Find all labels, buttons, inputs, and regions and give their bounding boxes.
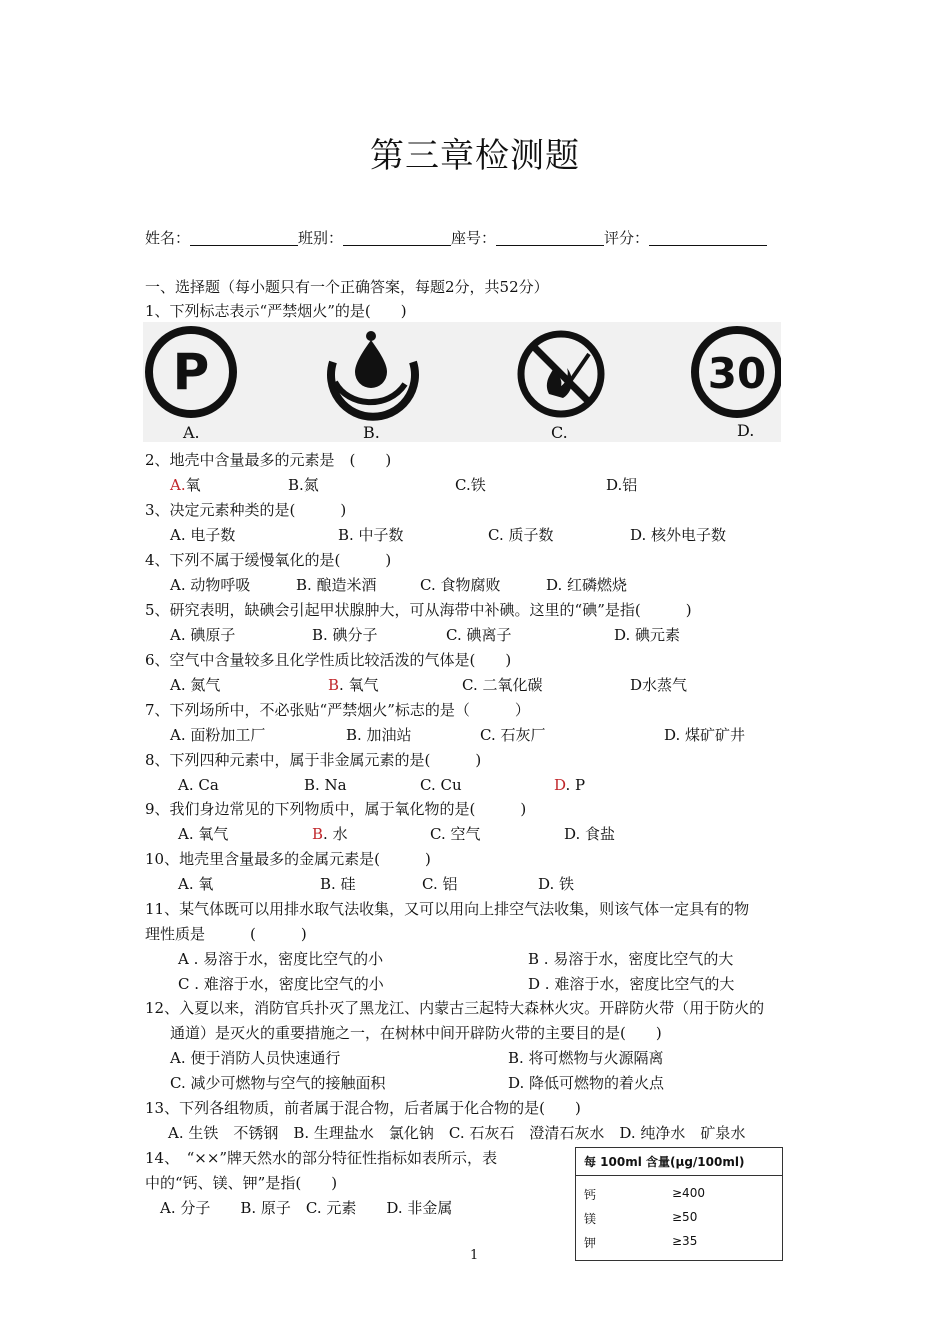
table-row: 钾 — [584, 1236, 597, 1250]
q10-option-d[interactable]: D. 铁 — [538, 875, 575, 893]
q3-option-a[interactable]: A. 电子数 — [170, 526, 236, 544]
water-indicator-table — [575, 1147, 783, 1261]
seat-blank[interactable] — [496, 231, 604, 246]
q7-option-d[interactable]: D. 煤矿矿井 — [664, 726, 746, 744]
score-blank[interactable] — [649, 231, 767, 246]
question-4: 4、下列不属于缓慢氧化的是( ) — [145, 551, 392, 569]
q12-option-c[interactable]: C. 减少可燃物与空气的接触面积 — [170, 1074, 386, 1092]
question-2: 2、地壳中含量最多的元素是 ( ) — [145, 451, 392, 469]
table-cell-value: ≥400 — [672, 1186, 705, 1200]
q4-option-d[interactable]: D. 红磷燃烧 — [546, 576, 628, 594]
q7-option-b[interactable]: B. 加油站 — [346, 726, 412, 744]
q4-option-b[interactable]: B. 酿造米酒 — [296, 576, 377, 594]
q9-option-d[interactable]: D. 食盐 — [564, 825, 616, 843]
question-12-line-1: 12、入夏以来，消防官兵扑灭了黑龙江、内蒙古三起特大森林火灾。开辟防火带（用于防火的 — [145, 999, 765, 1017]
question-11-line-1: 11、某气体既可以用排水取气法收集，又可以用向上排空气法收集，则该气体一定具有的物 — [145, 900, 750, 918]
sign-label-a: A. — [183, 423, 200, 442]
q6-option-b[interactable]: B. 氧气 — [328, 676, 379, 694]
q2-option-d[interactable]: D.铝 — [606, 476, 638, 494]
q10-option-a[interactable]: A. 氧 — [178, 875, 214, 893]
table-row: 镁 — [584, 1212, 597, 1226]
q2-option-b[interactable]: B.氮 — [288, 476, 319, 494]
q7-option-a[interactable]: A. 面粉加工厂 — [170, 726, 266, 744]
q8-option-a[interactable]: A. Ca — [178, 776, 219, 794]
q9-option-c[interactable]: C. 空气 — [430, 825, 481, 843]
q6-option-d[interactable]: D水蒸气 — [630, 676, 688, 694]
q4-option-a[interactable]: A. 动物呼吸 — [170, 576, 251, 594]
q12-option-a[interactable]: A. 便于消防人员快速通行 — [170, 1049, 341, 1067]
q5-option-b[interactable]: B. 碘分子 — [312, 626, 378, 644]
q14-options[interactable]: A. 分子 B. 原子 C. 元素 D. 非金属 — [160, 1199, 453, 1217]
q10-option-c[interactable]: C. 铝 — [422, 875, 458, 893]
speed-limit-sign-icon — [695, 330, 779, 414]
page-number: 1 — [470, 1248, 479, 1263]
q8-option-b[interactable]: B. Na — [304, 776, 347, 794]
q4-option-c[interactable]: C. 食物腐败 — [420, 576, 501, 594]
table-cell-value: ≥35 — [672, 1234, 698, 1248]
q2-option-a[interactable]: A.氧 — [170, 476, 201, 494]
q10-option-b[interactable]: B. 硅 — [320, 875, 356, 893]
table-cell-value: ≥50 — [672, 1210, 698, 1224]
q11-option-d[interactable]: D . 难溶于水，密度比空气的大 — [528, 975, 735, 993]
q5-option-c[interactable]: C. 碘离子 — [446, 626, 512, 644]
q12-option-b[interactable]: B. 将可燃物与火源隔离 — [508, 1049, 664, 1067]
q9-option-a[interactable]: A. 氧气 — [178, 825, 229, 843]
q3-option-c[interactable]: C. 质子数 — [488, 526, 554, 544]
question-14-line-2: 中的“钙、镁、钾”是指( ) — [145, 1174, 338, 1192]
q6-option-a[interactable]: A. 氮气 — [170, 676, 221, 694]
question-7: 7、下列场所中，不必张贴“严禁烟火”标志的是（ ） — [145, 701, 530, 719]
class-label: 班别： — [298, 229, 344, 247]
q13-options[interactable]: A. 生铁 不锈钢 B. 生理盐水 氯化钠 C. 石灰石 澄清石灰水 D. 纯净水 矿泉水 — [168, 1124, 746, 1142]
q3-option-d[interactable]: D. 核外电子数 — [630, 526, 727, 544]
class-blank[interactable] — [343, 231, 451, 246]
no-fire-sign-icon — [521, 334, 601, 414]
student-info-row — [145, 228, 767, 248]
page-title: 第三章检测题 — [370, 136, 580, 176]
question-14-line-1: 14、 “××”牌天然水的部分特征性指标如表所示，表 — [145, 1149, 498, 1167]
q5-option-d[interactable]: D. 碘元素 — [614, 626, 681, 644]
question-12-line-2: 通道）是灭火的重要措施之一，在树林中间开辟防火带的主要目的是( ) — [170, 1024, 662, 1042]
name-blank[interactable] — [190, 231, 298, 246]
q8-option-c[interactable]: C. Cu — [420, 776, 462, 794]
q2-option-c[interactable]: C.铁 — [455, 476, 486, 494]
parking-sign-icon — [149, 330, 233, 414]
question-8: 8、下列四种元素中，属于非金属元素的是( ) — [145, 751, 482, 769]
q11-option-c[interactable]: C . 难溶于水，密度比空气的小 — [178, 975, 384, 993]
question-3: 3、决定元素种类的是( ) — [145, 501, 347, 519]
q6-option-c[interactable]: C. 二氧化碳 — [462, 676, 543, 694]
table-header: 每 100ml 含量(μg/100ml) — [576, 1148, 782, 1176]
q11-option-b[interactable]: B . 易溶于水，密度比空气的大 — [528, 950, 734, 968]
q11-option-a[interactable]: A . 易溶于水，密度比空气的小 — [178, 950, 384, 968]
svg-text:P: P — [172, 343, 210, 401]
q8-option-d[interactable]: D. P — [554, 776, 586, 794]
score-label: 评分： — [604, 229, 650, 247]
table-row: 钙 — [584, 1188, 597, 1202]
sign-label-c: C. — [551, 423, 568, 442]
question-10: 10、地壳里含量最多的金属元素是( ) — [145, 850, 431, 868]
q5-option-a[interactable]: A. 碘原子 — [170, 626, 236, 644]
q3-option-b[interactable]: B. 中子数 — [338, 526, 404, 544]
question-11-line-2: 理性质是 ( ) — [145, 925, 307, 943]
sign-label-b: B. — [363, 423, 380, 442]
name-label: 姓名： — [145, 229, 191, 247]
seat-label: 座号： — [451, 229, 497, 247]
question-5: 5、研究表明，缺碘会引起甲状腺肿大，可从海带中补碘。这里的“碘”是指( ) — [145, 601, 692, 619]
q9-option-b[interactable]: B. 水 — [312, 825, 348, 843]
question-6: 6、空气中含量较多且化学性质比较活泼的气体是( ) — [145, 651, 512, 669]
question-1: 1、下列标志表示“严禁烟火”的是( ) — [145, 302, 407, 320]
q12-option-d[interactable]: D. 降低可燃物的着火点 — [508, 1074, 665, 1092]
section-heading: 一、选择题（每小题只有一个正确答案，每题2分，共52分） — [145, 278, 549, 296]
q7-option-c[interactable]: C. 石灰厂 — [480, 726, 546, 744]
speed-limit-text: 30 — [707, 349, 767, 398]
water-saving-sign-icon — [331, 331, 415, 417]
question-9: 9、我们身边常见的下列物质中，属于氧化物的是( ) — [145, 800, 527, 818]
question-13: 13、下列各组物质，前者属于混合物，后者属于化合物的是( ) — [145, 1099, 581, 1117]
sign-label-d: D. — [737, 421, 755, 440]
signs-image — [143, 322, 781, 442]
